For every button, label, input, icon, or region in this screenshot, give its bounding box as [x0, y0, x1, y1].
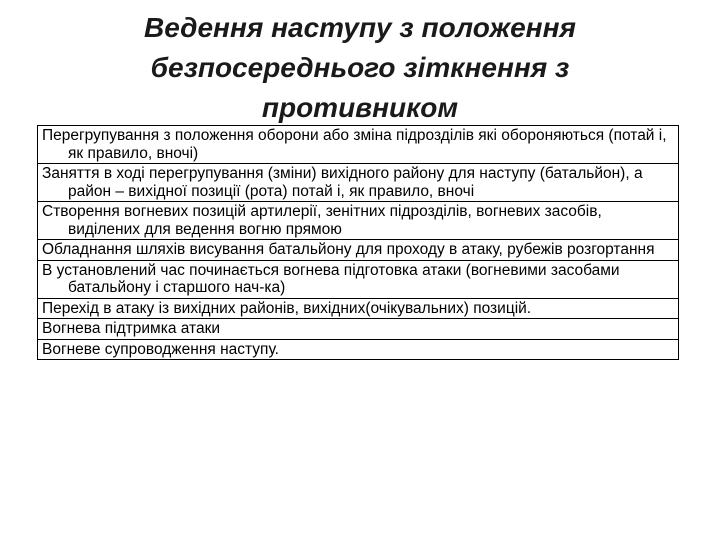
list-item: Створення вогневих позицій артилерії, зенітних підрозділів, вогневих засобів, виділених для ведення вогню прямою	[38, 202, 678, 240]
list-item: Перегрупування з положення оборони або зміна підрозділів які обороняються (потай і, як правило, вночі)	[38, 126, 678, 164]
slide-title-line: Ведення наступу з положення	[144, 12, 576, 43]
slide-title-line: противником	[261, 92, 459, 123]
slide-title-line: безпосереднього зіткнення з	[150, 52, 570, 83]
steps-list	[37, 125, 679, 360]
list-item: Вогнева підтримка атаки	[38, 319, 678, 340]
list-item: В установлений час починається вогнева підготовка атаки (вогневими засобами батальйону і старшого нач-ка)	[38, 261, 678, 299]
slide-title	[60, 8, 660, 128]
list-item: Заняття в ході перегрупування (зміни) вихідного району для наступу (батальйон), а район – вихідної позиції (рота) потай і, як правило, вночі	[38, 164, 678, 202]
list-item: Обладнання шляхів висування батальйону для проходу в атаку, рубежів розгортання	[38, 240, 678, 261]
list-item: Вогневе супроводження наступу.	[42, 340, 279, 358]
list-item: Перехід в атаку із вихідних районів, вихідних(очікувальних) позицій.	[38, 299, 678, 320]
